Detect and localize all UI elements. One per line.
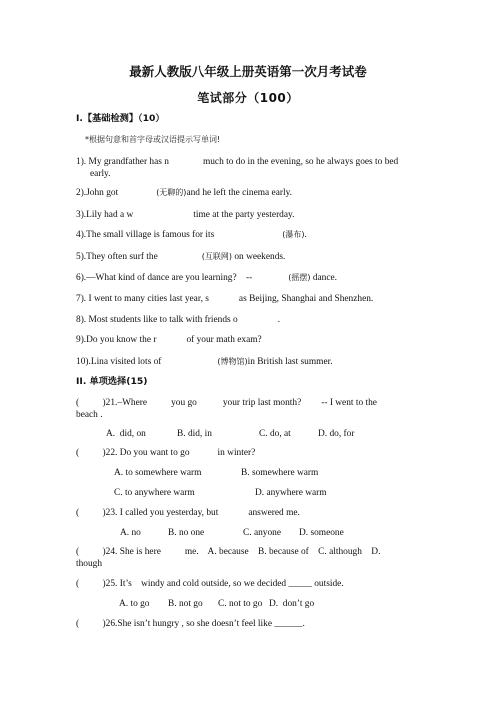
item-8-text-b: . (277, 315, 281, 325)
item-6-text-a: 6).—What kind of dance are you learning? -- (76, 273, 253, 283)
item-5-text-b: on weekends. (234, 252, 286, 262)
q23-option-c: C. anyone (243, 528, 282, 538)
item-6-hint: (摇摆) (288, 273, 311, 282)
q21-text-a: ( )21.–Where (76, 398, 148, 408)
section1-heading: I.【基础检测】（10） (76, 113, 165, 124)
q23-option-d: D. someone (299, 528, 344, 538)
q25-option-c: C. not to go (218, 599, 263, 609)
item-4-text-a: 4).The small village is famous for its (76, 230, 215, 240)
item-2-text-a: 2).John got (76, 188, 119, 198)
q21-text-b: you go (171, 398, 197, 408)
q24-continuation: though (76, 559, 103, 569)
q21-option-c: C. do, at (259, 429, 291, 439)
item-10-hint: (博物馆) (217, 357, 248, 366)
q22-option-d: D. anywhere warm (255, 488, 327, 498)
item-1-text-a: 1). My grandfather has n (76, 157, 169, 167)
q23-text-a: ( )23. I called you yesterday, but (76, 508, 219, 518)
item-4 (76, 229, 307, 241)
item-3-text-b: time at the party yesterday. (193, 210, 295, 220)
q25-option-a: A. to go (119, 599, 150, 609)
item-2-text-b: and he left the cinema early. (186, 188, 293, 198)
item-7 (76, 293, 373, 305)
item-9-text-a: 9).Do you know the r (76, 335, 157, 345)
item-5 (76, 251, 285, 263)
q24-text-a: ( )24. She is here (76, 547, 161, 557)
question-25: ( )25. It’s windy and cold outside, so we decided _____ outside. (76, 579, 344, 589)
item-6-text-b: dance. (312, 273, 338, 283)
q21-option-d: D. do, for (318, 429, 355, 439)
item-4-hint: (瀑布) (282, 230, 305, 239)
q21-text-c: your trip last month? (222, 398, 302, 408)
item-9-text-b: of your math exam? (186, 335, 262, 345)
q22-option-b: B. somewhere warm (241, 468, 319, 478)
item-1 (76, 156, 398, 168)
item-7-text-a: 7). I went to many cities last year, s (76, 294, 209, 304)
section2-heading: II. 单项选择(15) (76, 376, 148, 387)
q21-text-d: -- I went to the (321, 398, 377, 408)
page-title: 最新人教版八年级上册英语第一次月考试卷 (129, 64, 367, 79)
item-4-text-b: . (304, 230, 307, 240)
item-10-text-b: in British last summer. (247, 357, 333, 367)
item-9 (76, 334, 262, 346)
q21-option-a: A. did, on (106, 429, 146, 439)
item-10-text-a: 10).Lina visited lots of (76, 357, 162, 367)
q23-option-b: B. no one (168, 528, 205, 538)
q21-continuation: beach . (76, 410, 103, 420)
q23-text-b: answered me. (248, 508, 300, 518)
q24-text-b: me. A. because B. because of C. although D. (184, 547, 381, 557)
q23-option-a: A. no (120, 528, 141, 538)
item-7-text-b: as Beijing, Shanghai and Shenzhen. (238, 294, 374, 304)
section1-instruction: *根据句意和首字母或汉语提示写单词! (85, 135, 221, 144)
question-23 (76, 507, 300, 519)
q22-option-a: A. to somewhere warm (114, 468, 202, 478)
question-24 (76, 546, 380, 558)
item-2 (76, 187, 292, 199)
item-1-continuation: early. (90, 169, 111, 179)
q22-option-c: C. to anywhere warm (114, 488, 195, 498)
item-8 (76, 314, 280, 326)
q25-option-d: D. don’t go (269, 599, 315, 609)
item-8-text-a: 8). Most students like to talk with friends o (76, 315, 238, 325)
q25-option-b: B. not go (168, 599, 203, 609)
item-3 (76, 209, 294, 221)
item-5-text-a: 5).They often surf the (76, 252, 158, 262)
item-2-hint: (无聊的) (156, 188, 187, 197)
item-10 (76, 356, 333, 368)
item-3-text-a: 3).Lily had a w (76, 210, 134, 220)
question-26: ( )26.She isn’t hungry , so she doesn’t feel like ______. (76, 619, 305, 629)
item-6 (76, 272, 337, 284)
q22-text-b: in winter? (217, 448, 256, 458)
page-subtitle: 笔试部分（100） (197, 91, 299, 105)
item-1-text-b: much to do in the evening, so he always goes to bed (202, 157, 399, 167)
question-22 (76, 447, 255, 459)
q22-text-a: ( )22. Do you want to go (76, 448, 190, 458)
q21-option-b: B. did, in (177, 429, 212, 439)
item-5-hint: (互联网) (201, 252, 232, 261)
question-21 (76, 397, 377, 409)
